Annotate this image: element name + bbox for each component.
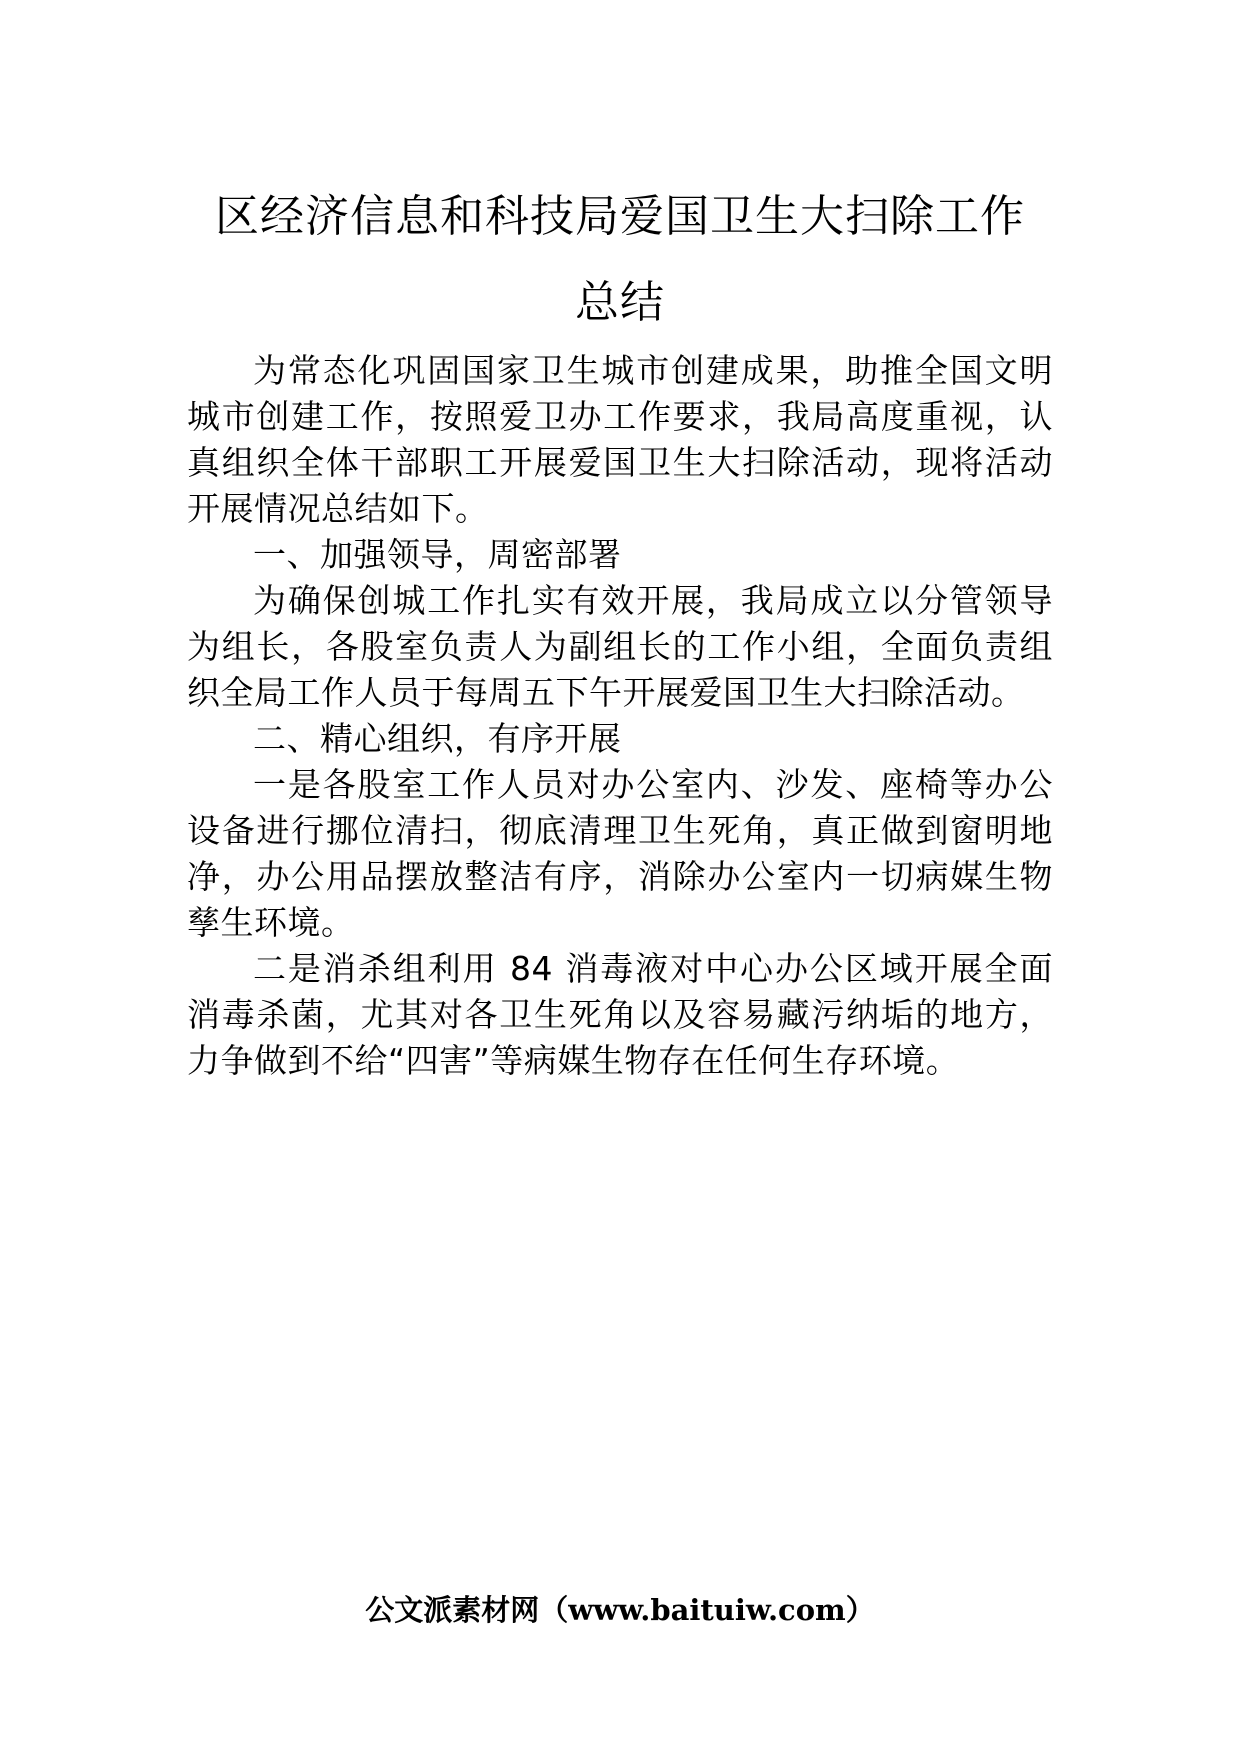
document-title-line-1: 区经济信息和科技局爱国卫生大扫除工作	[215, 191, 1025, 242]
section-2-paragraph-1: 一是各股室工作人员对办公室内、沙发、座椅等办公设备进行挪位清扫，彻底清理卫生死角，真正做到窗明地净，办公用品摆放整洁有序，消除办公室内一切病媒生物孳生环境。	[187, 765, 1053, 942]
section-heading-1: 一、加强领导，周密部署	[253, 535, 622, 574]
section-1-paragraph: 为确保创城工作扎实有效开展，我局成立以分管领导为组长，各股室负责人为副组长的工作小组，全面负责组织全局工作人员于每周五下午开展爱国卫生大扫除活动。	[187, 581, 1053, 712]
intro-paragraph: 为常态化巩固国家卫生城市创建成果，助推全国文明城市创建工作，按照爱卫办工作要求，我局高度重视，认真组织全体干部职工开展爱国卫生大扫除活动，现将活动开展情况总结如下。	[187, 351, 1053, 528]
footer-watermark: 公文派素材网（www.baituiw.com）	[365, 1593, 875, 1627]
section-2-paragraph-2: 二是消杀组利用 84 消毒液对中心办公区域开展全面消毒杀菌，尤其对各卫生死角以及容易藏污纳垢的地方，力争做到不给“四害”等病媒生物存在任何生存环境。	[187, 949, 1053, 1080]
document-body	[187, 348, 1053, 1084]
document-title-line-2: 总结	[575, 277, 665, 328]
section-heading-2: 二、精心组织，有序开展	[253, 719, 622, 758]
